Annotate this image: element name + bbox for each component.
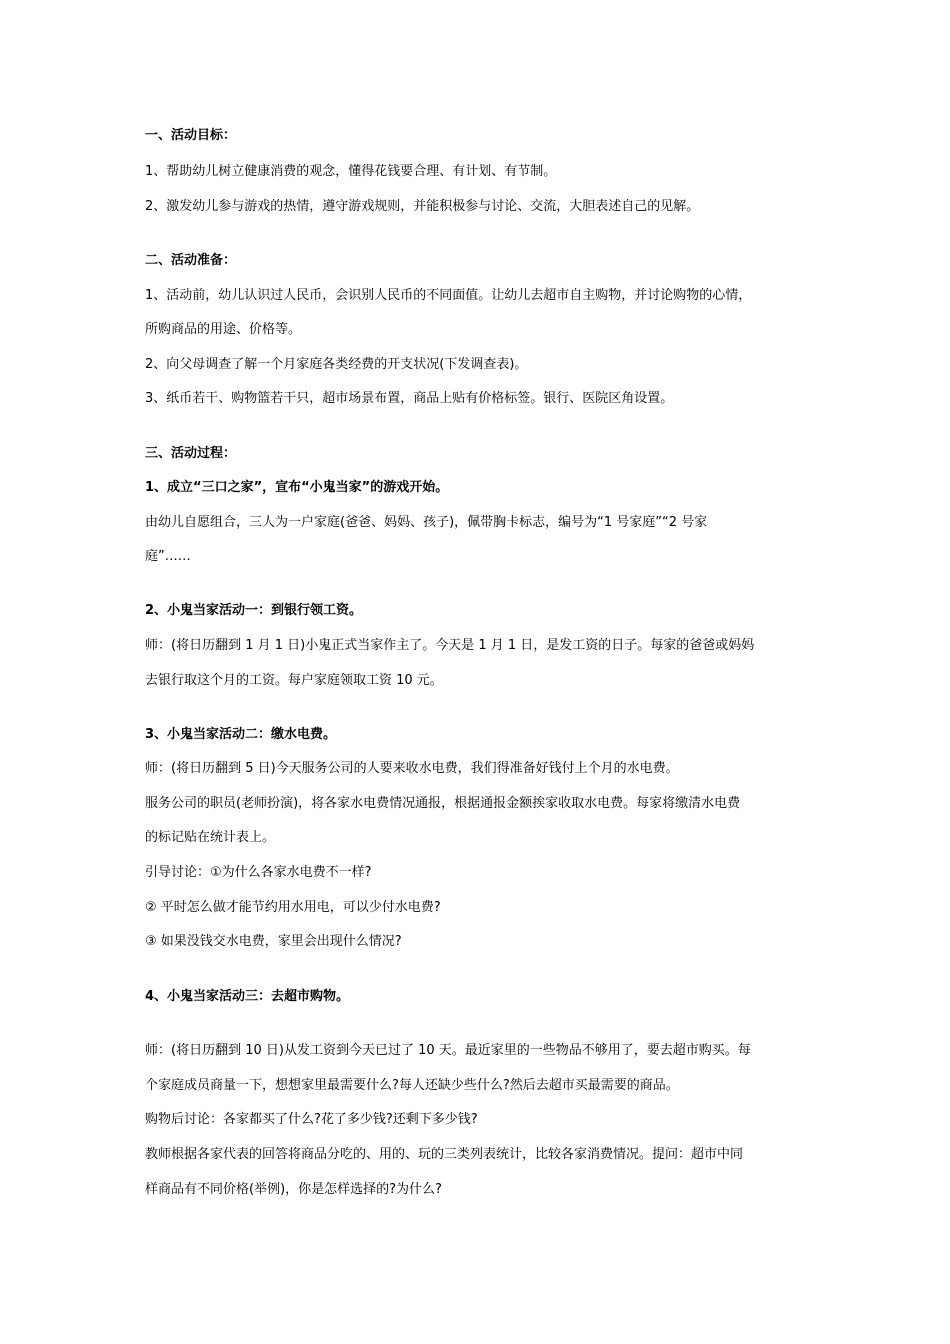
section-heading-process: 三、活动过程： — [145, 446, 237, 461]
prep-item-1-line-2: 所购商品的用途、价格等。 — [145, 322, 302, 337]
step-2-line-2: 去银行取这个月的工资。每户家庭领取工资 10 元。 — [145, 673, 443, 688]
step-3-title: 3、小鬼当家活动二：缴水电费。 — [145, 727, 337, 742]
step-3-question-2: ② 平时怎么做才能节约用水用电，可以少付水电费? — [145, 900, 441, 915]
step-1-line-2: 庭”…… — [145, 549, 191, 564]
step-4-title: 4、小鬼当家活动三：去超市购物。 — [145, 989, 350, 1004]
section-heading-preparation: 二、活动准备： — [145, 253, 237, 268]
step-3-line-3: 的标记贴在统计表上。 — [145, 830, 276, 845]
step-3-line-2: 服务公司的职员(老师扮演)，将各家水电费情况通报，根据通报金额挨家收取水电费。每家将缴清水电费 — [145, 796, 741, 811]
step-4-line-2: 个家庭成员商量一下，想想家里最需要什么?每人还缺少些什么?然后去超市买最需要的商品。 — [145, 1078, 679, 1093]
prep-item-1-line-1: 1、活动前，幼儿认识过人民币，会识别人民币的不同面值。让幼儿去超市自主购物，并讨论购物的心情， — [145, 288, 752, 303]
goal-item-1: 1、帮助幼儿树立健康消费的观念，懂得花钱要合理、有计划、有节制。 — [145, 164, 557, 179]
step-3-line-1: 师：(将日历翻到 5 日)今天服务公司的人要来收水电费，我们得准备好钱付上个月的水电费。 — [145, 761, 679, 776]
step-2-title: 2、小鬼当家活动一：到银行领工资。 — [145, 603, 363, 618]
step-2-line-1: 师：(将日历翻到 1 月 1 日)小鬼正式当家作主了。今天是 1 月 1 日，是发工资的日子。每家的爸爸或妈妈 — [145, 638, 755, 653]
prep-item-3: 3、纸币若干、购物篮若干只，超市场景布置，商品上贴有价格标签。银行、医院区角设置。 — [145, 391, 674, 406]
step-3-question-3: ③ 如果没钱交水电费，家里会出现什么情况? — [145, 934, 402, 949]
step-4-line-4: 教师根据各家代表的回答将商品分吃的、用的、玩的三类列表统计，比较各家消费情况。提问：超市中同 — [145, 1147, 744, 1162]
step-4-line-1: 师：(将日历翻到 10 日)从发工资到今天已过了 10 天。最近家里的一些物品不够用了，要去超市购买。每 — [145, 1043, 751, 1058]
step-4-line-3: 购物后讨论：各家都买了什么?花了多少钱?还剩下多少钱? — [145, 1112, 478, 1127]
step-1-title: 1、成立“三口之家”，宣布“小鬼当家”的游戏开始。 — [145, 480, 449, 495]
goal-item-2: 2、激发幼儿参与游戏的热情，遵守游戏规则，并能积极参与讨论、交流，大胆表述自己的见解。 — [145, 199, 700, 214]
step-3-question-1: 引导讨论：①为什么各家水电费不一样? — [145, 865, 372, 880]
step-1-line-1: 由幼儿自愿组合，三人为一户家庭(爸爸、妈妈、孩子)，佩带胸卡标志，编号为“1 号家庭”“2 号家 — [145, 515, 708, 530]
step-4-line-5: 样商品有不同价格(举例)，你是怎样选择的?为什么? — [145, 1182, 442, 1197]
prep-item-2: 2、向父母调查了解一个月家庭各类经费的开支状况(下发调查表)。 — [145, 357, 528, 372]
section-heading-goals: 一、活动目标： — [145, 128, 237, 143]
